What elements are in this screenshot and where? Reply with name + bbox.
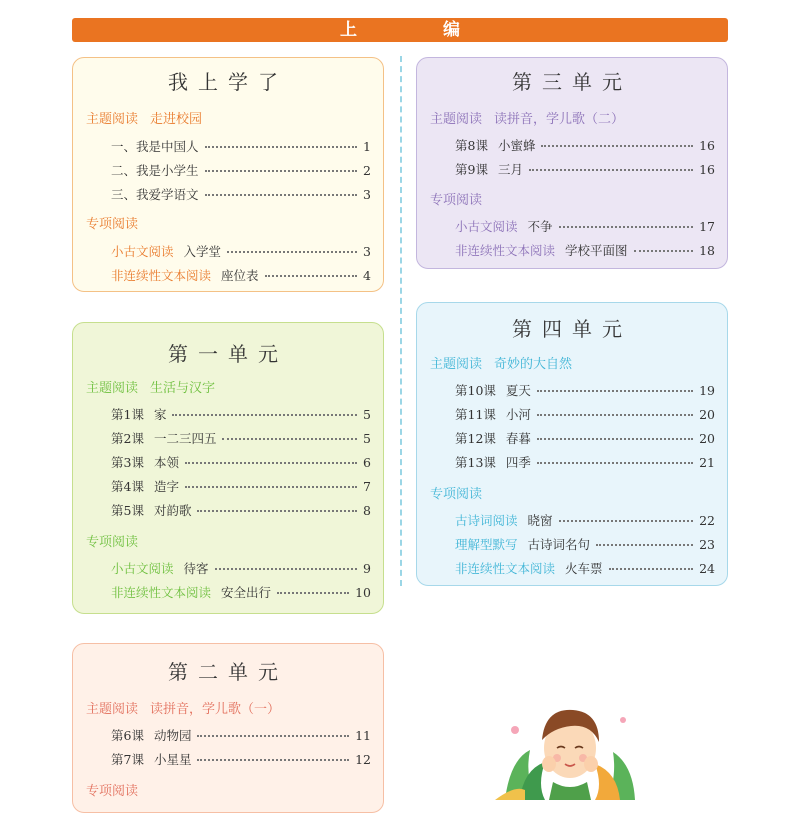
page-number: 22 — [699, 513, 715, 528]
leader-dots — [172, 414, 357, 416]
toc-entry[interactable] — [111, 405, 371, 423]
entry-title: 对韵歌 — [153, 503, 192, 518]
leader-dots — [537, 390, 693, 392]
leader-dots — [529, 169, 693, 171]
special-heading: 专项阅读 — [86, 535, 139, 550]
toc-entry[interactable] — [455, 559, 715, 577]
toc-entry[interactable] — [455, 405, 715, 423]
toc-entry[interactable] — [455, 381, 715, 399]
special-heading: 专项阅读 — [86, 217, 139, 232]
page-number: 3 — [363, 187, 371, 202]
page-number: 23 — [699, 537, 715, 552]
entry-title: 待客 — [183, 561, 209, 576]
page-number: 8 — [363, 503, 371, 518]
unit-card-3 — [416, 57, 728, 269]
entry-title: 古诗词名句 — [527, 537, 591, 552]
toc-entry[interactable] — [111, 453, 371, 471]
entry-title: 一二三四五 — [153, 431, 217, 446]
page-number: 9 — [363, 561, 371, 576]
leader-dots — [537, 462, 693, 464]
card-title: 第四单元 — [512, 317, 632, 341]
leader-dots — [205, 146, 358, 148]
leader-dots — [227, 251, 357, 253]
leader-dots — [222, 438, 357, 440]
toc-entry[interactable] — [455, 535, 715, 553]
entry-title: 夏天 — [505, 383, 531, 398]
entry-title: 小河 — [505, 407, 531, 422]
page-number: 10 — [355, 585, 371, 600]
toc-entry[interactable] — [455, 241, 715, 259]
lesson-label: 三、我爱学语文 — [111, 187, 199, 202]
special-heading: 专项阅读 — [430, 487, 483, 502]
leader-dots — [537, 414, 693, 416]
entry-title: 不争 — [527, 219, 553, 234]
lesson-label: 第5课 — [111, 503, 144, 518]
section-banner: 上 编 — [72, 18, 728, 42]
entry-title: 造字 — [153, 479, 179, 494]
toc-entry[interactable] — [111, 477, 371, 495]
entry-title: 四季 — [505, 455, 531, 470]
toc-entry[interactable] — [455, 429, 715, 447]
special-heading: 专项阅读 — [430, 193, 483, 208]
special-label: 非连续性文本阅读 — [455, 561, 556, 576]
toc-entry[interactable] — [455, 136, 715, 154]
lesson-label: 第13课 — [455, 455, 496, 470]
page-number: 16 — [699, 138, 715, 153]
special-label: 小古文阅读 — [111, 561, 174, 576]
card-title: 第一单元 — [168, 342, 288, 366]
toc-entry[interactable] — [111, 266, 371, 284]
toc-entry[interactable] — [111, 185, 371, 203]
entry-title: 晓窗 — [527, 513, 553, 528]
column-divider — [400, 56, 402, 586]
entry-title: 本领 — [153, 455, 179, 470]
toc-entry[interactable] — [455, 511, 715, 529]
page-number: 1 — [363, 139, 371, 154]
theme-heading — [430, 353, 572, 372]
unit-card-2 — [72, 643, 384, 813]
theme-heading — [86, 698, 280, 717]
entry-title: 火车票 — [565, 561, 603, 576]
page-number: 21 — [699, 455, 715, 470]
leader-dots — [185, 486, 357, 488]
theme-subtitle: 奇妙的大自然 — [494, 357, 573, 372]
toc-entry[interactable] — [455, 217, 715, 235]
lesson-label: 第3课 — [111, 455, 144, 470]
entry-title: 小星星 — [153, 752, 192, 767]
leader-dots — [537, 438, 693, 440]
special-label: 非连续性文本阅读 — [111, 268, 212, 283]
unit-card-4 — [416, 302, 728, 586]
theme-heading — [430, 108, 624, 127]
card-title: 我上学了 — [168, 70, 288, 94]
lesson-label: 第1课 — [111, 407, 144, 422]
lesson-label: 第6课 — [111, 728, 144, 743]
toc-entry[interactable] — [455, 160, 715, 178]
special-heading: 专项阅读 — [86, 784, 139, 799]
leader-dots — [185, 462, 357, 464]
leader-dots — [205, 194, 358, 196]
entry-title: 安全出行 — [221, 585, 272, 600]
lesson-label: 第2课 — [111, 431, 144, 446]
entry-title: 入学堂 — [183, 244, 222, 259]
page-number: 7 — [363, 479, 371, 494]
toc-entry[interactable] — [111, 429, 371, 447]
lesson-label: 第4课 — [111, 479, 144, 494]
entry-title: 小蜜蜂 — [497, 138, 536, 153]
theme-subtitle: 读拼音，学儿歌（一） — [150, 702, 281, 717]
leader-dots — [541, 145, 693, 147]
toc-entry[interactable] — [111, 501, 371, 519]
lesson-label: 二、我是小学生 — [111, 163, 199, 178]
page-number: 17 — [699, 219, 715, 234]
page-number: 3 — [363, 244, 371, 259]
lesson-label: 第9课 — [455, 162, 488, 177]
theme-label: 主题阅读 — [86, 381, 139, 396]
leader-dots — [277, 592, 349, 594]
lesson-label: 第8课 — [455, 138, 488, 153]
page-number: 11 — [355, 728, 371, 743]
toc-entry[interactable] — [455, 453, 715, 471]
toc-entry[interactable] — [111, 242, 371, 260]
toc-entry[interactable] — [111, 750, 371, 768]
page-number: 2 — [363, 163, 371, 178]
entry-title: 春暮 — [505, 431, 531, 446]
theme-heading — [86, 377, 215, 396]
special-label: 非连续性文本阅读 — [455, 243, 556, 258]
leader-dots — [634, 250, 694, 252]
leader-dots — [596, 544, 693, 546]
special-label: 理解型默写 — [455, 537, 518, 552]
entry-title: 家 — [153, 407, 167, 422]
leader-dots — [559, 226, 694, 228]
unit-card-start — [72, 57, 384, 292]
theme-label: 主题阅读 — [86, 112, 139, 127]
page-number: 12 — [355, 752, 371, 767]
leader-dots — [197, 510, 357, 512]
leader-dots — [215, 568, 358, 570]
page-number: 4 — [363, 268, 371, 283]
toc-entry[interactable] — [111, 559, 371, 577]
leader-dots — [205, 170, 358, 172]
lesson-label: 第10课 — [455, 383, 496, 398]
entry-title: 学校平面图 — [565, 243, 628, 258]
toc-entry[interactable] — [111, 161, 371, 179]
lesson-label: 第11课 — [455, 407, 496, 422]
lesson-label: 一、我是中国人 — [111, 139, 199, 154]
special-label: 小古文阅读 — [111, 244, 174, 259]
theme-label: 主题阅读 — [86, 702, 139, 717]
page-number: 19 — [699, 383, 715, 398]
page-number: 6 — [363, 455, 371, 470]
page-number: 5 — [363, 407, 371, 422]
special-label: 小古文阅读 — [455, 219, 518, 234]
theme-label: 主题阅读 — [430, 357, 483, 372]
leader-dots — [609, 568, 694, 570]
special-label: 非连续性文本阅读 — [111, 585, 212, 600]
theme-subtitle: 走进校园 — [150, 112, 203, 127]
toc-entry[interactable] — [111, 726, 371, 744]
toc-entry[interactable] — [111, 137, 371, 155]
leader-dots — [197, 735, 349, 737]
special-label: 古诗词阅读 — [455, 513, 518, 528]
leader-dots — [197, 759, 349, 761]
entry-title: 动物园 — [153, 728, 192, 743]
theme-subtitle: 读拼音，学儿歌（二） — [494, 112, 625, 127]
leader-dots — [559, 520, 694, 522]
leader-dots — [265, 275, 358, 277]
theme-subtitle: 生活与汉字 — [150, 381, 216, 396]
page-number: 18 — [699, 243, 715, 258]
child-illustration — [495, 690, 645, 800]
card-title: 第三单元 — [512, 70, 632, 94]
theme-label: 主题阅读 — [430, 112, 483, 127]
lesson-label: 第12课 — [455, 431, 496, 446]
toc-entry[interactable] — [111, 583, 371, 601]
page-number: 16 — [699, 162, 715, 177]
page-number: 24 — [699, 561, 715, 576]
unit-card-1 — [72, 322, 384, 614]
page-number: 5 — [363, 431, 371, 446]
theme-heading — [86, 108, 202, 127]
page-number: 20 — [699, 431, 715, 446]
entry-title: 三月 — [497, 162, 523, 177]
lesson-label: 第7课 — [111, 752, 144, 767]
page-number: 20 — [699, 407, 715, 422]
entry-title: 座位表 — [221, 268, 259, 283]
card-title: 第二单元 — [168, 660, 288, 684]
